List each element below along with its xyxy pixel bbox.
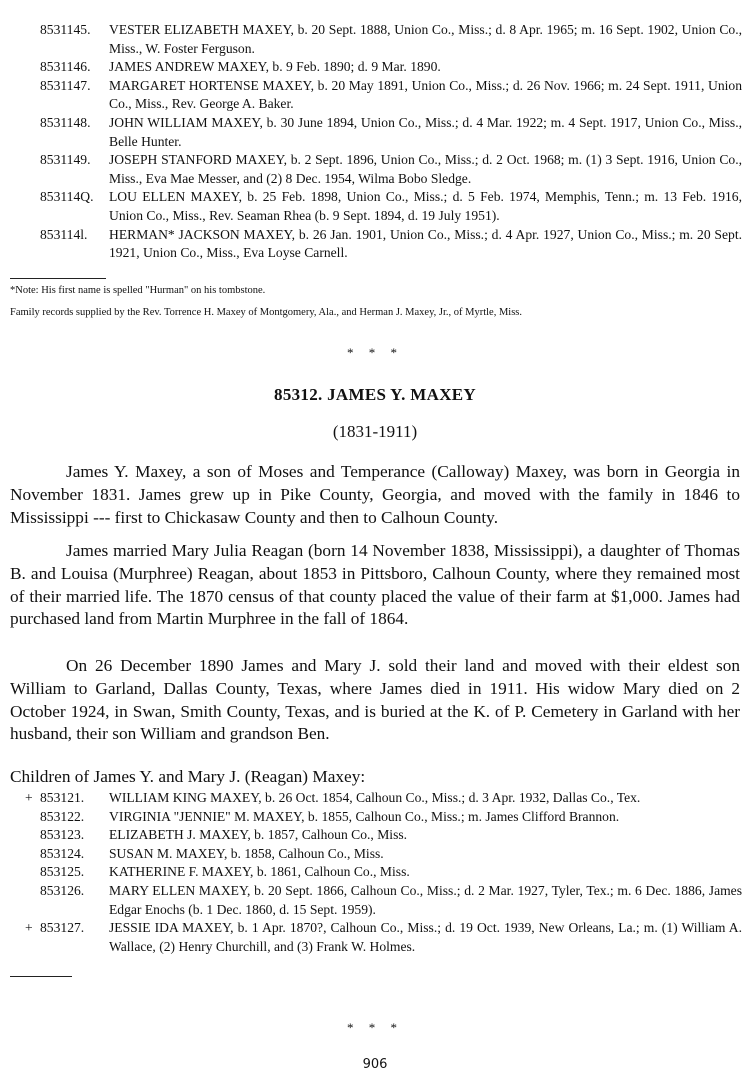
entry-number: 853126. <box>40 882 85 898</box>
list-item <box>25 826 742 845</box>
paragraph: James Y. Maxey, a son of Moses and Temperance (Calloway) Maxey, was born in Georgia in November 1831. James grew up in Pike County, Georgia, and moved with the family in 1846 to Mississippi --- first to Chickasaw County and then to Calhoun County. <box>10 462 740 527</box>
entry-text: LOU ELLEN MAXEY, b. 25 Feb. 1898, Union Co., Miss.; d. 5 Feb. 1974, Memphis, Tenn.; m. 13 Feb. 1916, Union Co., Miss., Rev. Seaman Rhea (b. 9 Sept. 1894, d. 19 July 1951). <box>109 189 742 223</box>
bottom-divider <box>10 976 72 977</box>
section-separator: * * * <box>347 345 403 360</box>
has-descendants-marker: + <box>25 790 33 805</box>
entry-text: HERMAN* JACKSON MAXEY, b. 26 Jan. 1901, Union Co., Miss.; d. 4 Apr. 1927, Union Co., Miss.; m. 20 Sept. 1921, Union Co., Miss., Eva Loyse Carnell. <box>109 226 742 261</box>
entry-text: JOSEPH STANFORD MAXEY, b. 2 Sept. 1896, Union Co., Miss.; d. 2 Oct. 1968; m. (1) 3 Sept. 1916, Union Co., Miss., Eva Mae Messer, and (2) 8 Dec. 1954, Wilma Bobo Sledge. <box>109 152 742 186</box>
list-item <box>40 77 742 114</box>
list-item <box>40 188 742 225</box>
entry-number: 853123. <box>40 827 85 843</box>
has-descendants-marker <box>25 808 40 827</box>
entry-text: VESTER ELIZABETH MAXEY, b. 20 Sept. 1888, Union Co., Miss.; d. 8 Apr. 1965; m. 16 Sept. 1902, Union Co., Miss., W. Foster Ferguson. <box>109 22 742 56</box>
list-item <box>25 919 742 956</box>
list-item <box>25 808 742 827</box>
section-years: (1831-1911) <box>332 422 418 441</box>
list-item <box>40 226 742 263</box>
top-entry-list <box>40 21 742 263</box>
entry-number: 8531146. <box>40 59 91 75</box>
children-heading: Children of James Y. and Mary J. (Reagan) Maxey: <box>10 767 366 786</box>
has-descendants-marker: + <box>25 920 33 936</box>
entry-number: 8531147. <box>40 77 91 93</box>
has-descendants-marker <box>25 845 40 864</box>
entry-text: WILLIAM KING MAXEY, b. 26 Oct. 1854, Calhoun Co., Miss.; d. 3 Apr. 1932, Dallas Co., Tex. <box>109 790 641 805</box>
section-heading: 85312. JAMES Y. MAXEY <box>274 385 476 404</box>
list-item <box>25 882 742 919</box>
paragraph: James married Mary Julia Reagan (born 14 November 1838, Mississippi), a daughter of Thomas B. and Louisa (Murphree) Reagan, about 1853 in Pittsboro, Calhoun County, where they remained most of their married life. The 1870 census of that county placed the value of their farm at $1,000. James had purchased land from Martin Murphree in the fall of 1864. <box>10 541 740 629</box>
entry-text: VIRGINIA "JENNIE" M. MAXEY, b. 1855, Calhoun Co., Miss.; m. James Clifford Brannon. <box>109 808 620 824</box>
entry-number: 8531148. <box>40 114 91 130</box>
list-item <box>25 789 742 808</box>
entry-text: KATHERINE F. MAXEY, b. 1861, Calhoun Co., Miss. <box>109 864 410 880</box>
list-item <box>25 845 742 864</box>
list-item <box>40 21 742 58</box>
footnote-divider <box>10 278 106 279</box>
entry-text: JESSIE IDA MAXEY, b. 1 Apr. 1870?, Calhoun Co., Miss.; d. 19 Oct. 1939, New Orleans, La.; m. (1) William A. Wallace, (2) Henry Churchill, and (3) Frank W. Holmes. <box>109 920 742 954</box>
entry-text: JAMES ANDREW MAXEY, b. 9 Feb. 1890; d. 9 Mar. 1890. <box>109 59 441 75</box>
entry-number: 853124. <box>40 845 85 861</box>
has-descendants-marker <box>25 882 40 919</box>
entry-text: JOHN WILLIAM MAXEY, b. 30 June 1894, Union Co., Miss.; d. 4 Mar. 1922; m. 4 Sept. 1917, Union Co., Miss., Belle Hunter. <box>109 114 742 149</box>
entry-number: 853114Q. <box>40 189 94 205</box>
list-item <box>40 151 742 188</box>
has-descendants-marker <box>25 826 40 845</box>
end-separator: * * * <box>347 1020 403 1035</box>
entry-number: 853114l. <box>40 226 88 242</box>
page-number: 906 <box>362 1057 388 1072</box>
entry-number: 853121. <box>40 790 85 805</box>
list-item <box>25 863 742 882</box>
paragraph: On 26 December 1890 James and Mary J. sold their land and moved with their eldest son William to Garland, Dallas County, Texas, where James died in 1911. His widow Mary died on 2 October 1924, in Swan, Smith County, Texas, and is buried at the K. of P. Cemetery in Garland with her husband, their son William and grandson Ben. <box>10 656 740 744</box>
entry-text: MARY ELLEN MAXEY, b. 20 Sept. 1866, Calhoun Co., Miss.; d. 2 Mar. 1927, Tyler, Tex.; m. 6 Dec. 1886, James Edgar Enochs (b. 1 Dec. 1860, d. 15 Sept. 1959). <box>109 882 742 917</box>
entry-number: 853127. <box>40 920 85 936</box>
children-list <box>25 789 742 956</box>
list-item <box>40 114 742 151</box>
family-records-note: Family records supplied by the Rev. Torrence H. Maxey of Montgomery, Ala., and Herman J. Maxey, Jr., of Myrtle, Miss. <box>10 307 523 318</box>
entry-number: 853125. <box>40 864 85 880</box>
entry-text: MARGARET HORTENSE MAXEY, b. 20 May 1891, Union Co., Miss.; d. 26 Nov. 1966; m. 24 Sept. 1911, Union Co., Miss., Rev. George A. Baker. <box>109 77 742 112</box>
entry-text: SUSAN M. MAXEY, b. 1858, Calhoun Co., Miss. <box>109 845 384 861</box>
entry-number: 853122. <box>40 808 85 824</box>
entry-number: 8531149. <box>40 152 91 168</box>
entry-text: ELIZABETH J. MAXEY, b. 1857, Calhoun Co., Miss. <box>109 827 408 843</box>
footnote: *Note: His first name is spelled "Hurman" on his tombstone. <box>10 285 266 296</box>
list-item <box>40 58 742 77</box>
has-descendants-marker <box>25 863 40 882</box>
entry-number: 8531145. <box>40 22 91 37</box>
